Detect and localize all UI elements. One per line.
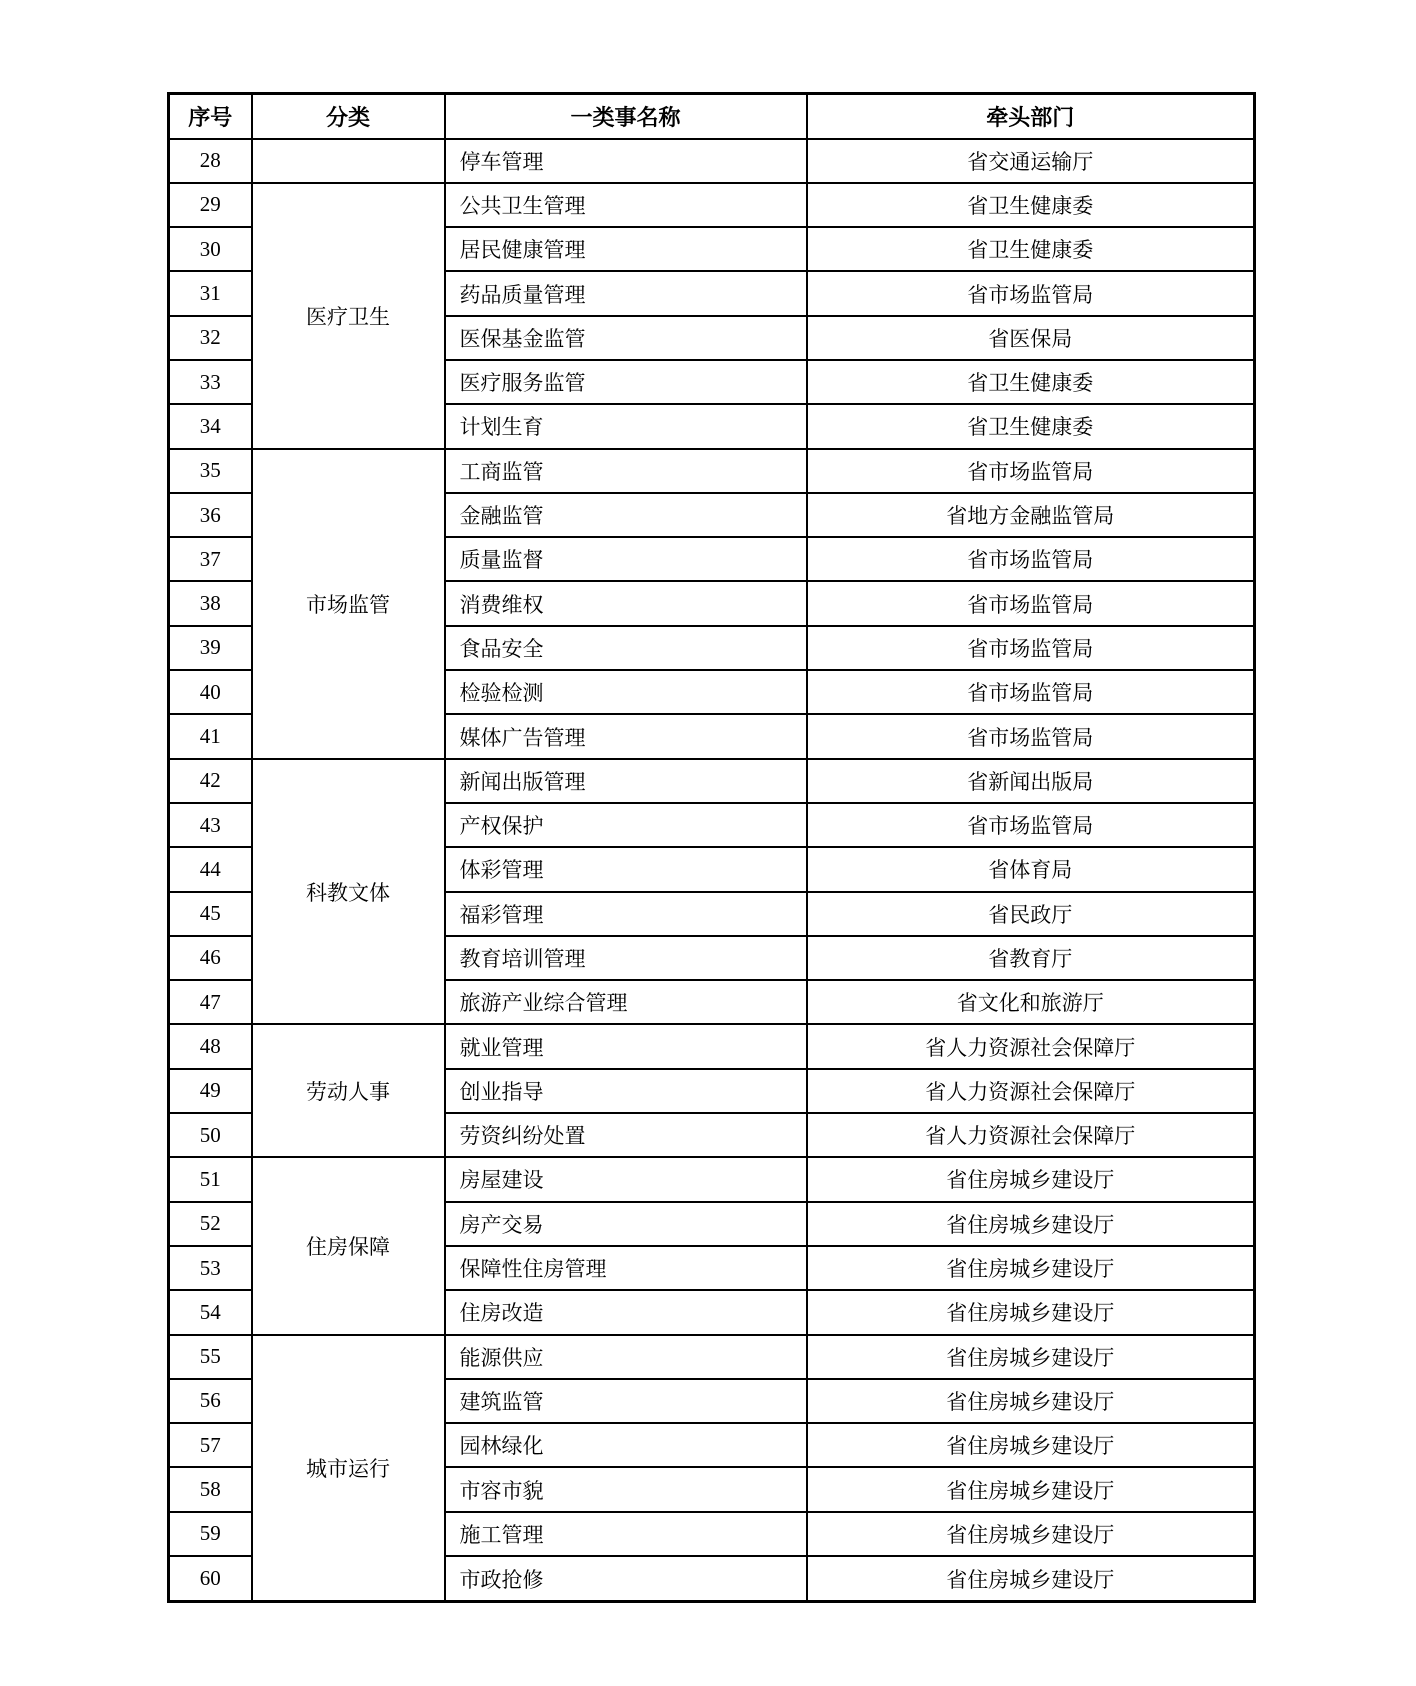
row-number-cell: 39 bbox=[169, 626, 252, 670]
lead-department-cell: 省市场监管局 bbox=[807, 581, 1255, 625]
lead-department-cell: 省人力资源社会保障厅 bbox=[807, 1113, 1255, 1157]
row-number-cell: 40 bbox=[169, 670, 252, 714]
item-name-cell: 体彩管理 bbox=[445, 847, 807, 891]
row-number-cell: 33 bbox=[169, 360, 252, 404]
category-cell bbox=[252, 139, 445, 183]
row-number-cell: 43 bbox=[169, 803, 252, 847]
category-cell: 医疗卫生 bbox=[252, 183, 445, 449]
item-name-cell: 公共卫生管理 bbox=[445, 183, 807, 227]
row-number-cell: 36 bbox=[169, 493, 252, 537]
row-number-cell: 52 bbox=[169, 1202, 252, 1246]
category-cell: 市场监管 bbox=[252, 449, 445, 759]
row-number-cell: 41 bbox=[169, 714, 252, 758]
row-number-cell: 50 bbox=[169, 1113, 252, 1157]
lead-department-cell: 省市场监管局 bbox=[807, 271, 1255, 315]
table-row bbox=[169, 449, 1255, 493]
lead-department-cell: 省市场监管局 bbox=[807, 670, 1255, 714]
item-name-cell: 施工管理 bbox=[445, 1512, 807, 1556]
category-cell: 城市运行 bbox=[252, 1335, 445, 1602]
item-name-cell: 金融监管 bbox=[445, 493, 807, 537]
category-cell: 劳动人事 bbox=[252, 1024, 445, 1157]
lead-department-cell: 省市场监管局 bbox=[807, 803, 1255, 847]
item-name-cell: 教育培训管理 bbox=[445, 936, 807, 980]
row-number-cell: 58 bbox=[169, 1467, 252, 1511]
table-row bbox=[169, 1157, 1255, 1201]
item-name-cell: 医疗服务监管 bbox=[445, 360, 807, 404]
item-name-cell: 医保基金监管 bbox=[445, 316, 807, 360]
item-name-cell: 工商监管 bbox=[445, 449, 807, 493]
item-name-cell: 消费维权 bbox=[445, 581, 807, 625]
lead-department-cell: 省市场监管局 bbox=[807, 714, 1255, 758]
category-cell: 科教文体 bbox=[252, 759, 445, 1025]
row-number-cell: 48 bbox=[169, 1024, 252, 1068]
header-category: 分类 bbox=[252, 94, 445, 139]
row-number-cell: 32 bbox=[169, 316, 252, 360]
table-body bbox=[169, 139, 1255, 1602]
row-number-cell: 30 bbox=[169, 227, 252, 271]
lead-department-cell: 省住房城乡建设厅 bbox=[807, 1157, 1255, 1201]
row-number-cell: 59 bbox=[169, 1512, 252, 1556]
item-name-cell: 劳资纠纷处置 bbox=[445, 1113, 807, 1157]
item-name-cell: 食品安全 bbox=[445, 626, 807, 670]
item-name-cell: 停车管理 bbox=[445, 139, 807, 183]
row-number-cell: 44 bbox=[169, 847, 252, 891]
row-number-cell: 34 bbox=[169, 404, 252, 448]
row-number-cell: 29 bbox=[169, 183, 252, 227]
item-name-cell: 居民健康管理 bbox=[445, 227, 807, 271]
item-name-cell: 建筑监管 bbox=[445, 1379, 807, 1423]
header-item-name: 一类事名称 bbox=[445, 94, 807, 139]
lead-department-cell: 省住房城乡建设厅 bbox=[807, 1379, 1255, 1423]
item-name-cell: 药品质量管理 bbox=[445, 271, 807, 315]
lead-department-cell: 省人力资源社会保障厅 bbox=[807, 1069, 1255, 1113]
item-name-cell: 房屋建设 bbox=[445, 1157, 807, 1201]
row-number-cell: 42 bbox=[169, 759, 252, 803]
lead-department-cell: 省医保局 bbox=[807, 316, 1255, 360]
table-row bbox=[169, 1335, 1255, 1379]
lead-department-cell: 省体育局 bbox=[807, 847, 1255, 891]
lead-department-cell: 省市场监管局 bbox=[807, 626, 1255, 670]
row-number-cell: 60 bbox=[169, 1556, 252, 1602]
item-name-cell: 计划生育 bbox=[445, 404, 807, 448]
row-number-cell: 35 bbox=[169, 449, 252, 493]
item-name-cell: 房产交易 bbox=[445, 1202, 807, 1246]
header-no: 序号 bbox=[169, 94, 252, 139]
table-row bbox=[169, 1024, 1255, 1068]
item-name-cell: 旅游产业综合管理 bbox=[445, 980, 807, 1024]
lead-department-cell: 省住房城乡建设厅 bbox=[807, 1512, 1255, 1556]
category-cell: 住房保障 bbox=[252, 1157, 445, 1334]
row-number-cell: 57 bbox=[169, 1423, 252, 1467]
lead-department-cell: 省卫生健康委 bbox=[807, 227, 1255, 271]
row-number-cell: 37 bbox=[169, 537, 252, 581]
lead-department-cell: 省地方金融监管局 bbox=[807, 493, 1255, 537]
item-name-cell: 产权保护 bbox=[445, 803, 807, 847]
row-number-cell: 31 bbox=[169, 271, 252, 315]
table-row bbox=[169, 183, 1255, 227]
row-number-cell: 51 bbox=[169, 1157, 252, 1201]
table-row bbox=[169, 139, 1255, 183]
category-items-table bbox=[167, 92, 1256, 1603]
item-name-cell: 住房改造 bbox=[445, 1290, 807, 1334]
item-name-cell: 就业管理 bbox=[445, 1024, 807, 1068]
item-name-cell: 质量监督 bbox=[445, 537, 807, 581]
lead-department-cell: 省民政厅 bbox=[807, 892, 1255, 936]
row-number-cell: 53 bbox=[169, 1246, 252, 1290]
lead-department-cell: 省市场监管局 bbox=[807, 449, 1255, 493]
lead-department-cell: 省卫生健康委 bbox=[807, 360, 1255, 404]
item-name-cell: 园林绿化 bbox=[445, 1423, 807, 1467]
row-number-cell: 56 bbox=[169, 1379, 252, 1423]
row-number-cell: 54 bbox=[169, 1290, 252, 1334]
item-name-cell: 市容市貌 bbox=[445, 1467, 807, 1511]
lead-department-cell: 省新闻出版局 bbox=[807, 759, 1255, 803]
lead-department-cell: 省住房城乡建设厅 bbox=[807, 1335, 1255, 1379]
table-header-row bbox=[169, 94, 1255, 139]
row-number-cell: 28 bbox=[169, 139, 252, 183]
lead-department-cell: 省卫生健康委 bbox=[807, 183, 1255, 227]
lead-department-cell: 省卫生健康委 bbox=[807, 404, 1255, 448]
row-number-cell: 46 bbox=[169, 936, 252, 980]
item-name-cell: 市政抢修 bbox=[445, 1556, 807, 1602]
item-name-cell: 创业指导 bbox=[445, 1069, 807, 1113]
lead-department-cell: 省住房城乡建设厅 bbox=[807, 1246, 1255, 1290]
item-name-cell: 新闻出版管理 bbox=[445, 759, 807, 803]
lead-department-cell: 省教育厅 bbox=[807, 936, 1255, 980]
lead-department-cell: 省住房城乡建设厅 bbox=[807, 1556, 1255, 1602]
lead-department-cell: 省住房城乡建设厅 bbox=[807, 1423, 1255, 1467]
lead-department-cell: 省市场监管局 bbox=[807, 537, 1255, 581]
row-number-cell: 47 bbox=[169, 980, 252, 1024]
item-name-cell: 能源供应 bbox=[445, 1335, 807, 1379]
table-row bbox=[169, 759, 1255, 803]
lead-department-cell: 省交通运输厅 bbox=[807, 139, 1255, 183]
lead-department-cell: 省住房城乡建设厅 bbox=[807, 1202, 1255, 1246]
item-name-cell: 媒体广告管理 bbox=[445, 714, 807, 758]
row-number-cell: 55 bbox=[169, 1335, 252, 1379]
lead-department-cell: 省住房城乡建设厅 bbox=[807, 1290, 1255, 1334]
item-name-cell: 福彩管理 bbox=[445, 892, 807, 936]
row-number-cell: 49 bbox=[169, 1069, 252, 1113]
lead-department-cell: 省文化和旅游厅 bbox=[807, 980, 1255, 1024]
row-number-cell: 45 bbox=[169, 892, 252, 936]
lead-department-cell: 省住房城乡建设厅 bbox=[807, 1467, 1255, 1511]
lead-department-cell: 省人力资源社会保障厅 bbox=[807, 1024, 1255, 1068]
item-name-cell: 检验检测 bbox=[445, 670, 807, 714]
item-name-cell: 保障性住房管理 bbox=[445, 1246, 807, 1290]
header-lead-department: 牵头部门 bbox=[807, 94, 1255, 139]
row-number-cell: 38 bbox=[169, 581, 252, 625]
